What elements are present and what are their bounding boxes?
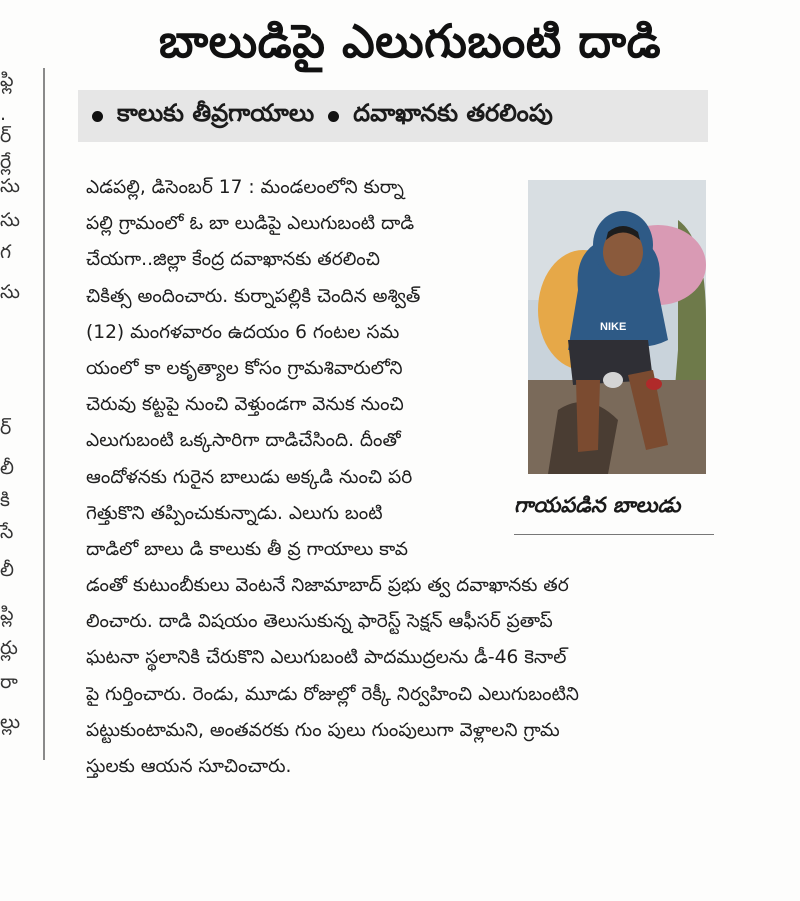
fragment: రా <box>0 671 18 693</box>
article-line: పై గుర్తించారు. రెండు, మూడు రోజుల్లో రెక్కీ నిర్వహించి ఎలుగుబంటిని <box>86 683 579 705</box>
article-line: పల్లి గ్రామంలో ఓ బా లుడిపై ఎలుగుబంటి దాడి <box>86 213 415 235</box>
article-line: డంతో కుటుంబీకులు వెంటనే నిజామాబాద్ ప్రభు త్వ దవాఖానకు తర <box>86 575 569 596</box>
article-line: (12) మంగళవారం ఉదయం 6 గంటల సమ <box>86 321 400 343</box>
article-body <box>86 170 510 568</box>
subheading-1: కాలుకు తీవ్రగాయాలు <box>117 99 315 127</box>
article-line: ఎడపల్లి, డిసెంబర్ 17 : మండలంలోని కుర్నా <box>86 177 404 198</box>
fragment: ఫ్లి <box>0 69 14 91</box>
fragment: లీ <box>0 559 14 581</box>
bullet-icon <box>328 111 339 122</box>
article-line: గెత్తుకొని తప్పించుకున్నాడు. ఎలుగు బంటి <box>86 502 383 524</box>
article-line: పట్టుకుంటామని, అంతవరకు గుం పులు గుంపులుగా వెళ్లాలని గ్రామ <box>86 719 560 741</box>
headline: బాలుడిపై ఎలుగుబంటి దాడి <box>158 14 662 68</box>
fragment: సే <box>0 521 14 543</box>
photo-caption: గాయపడిన బాలుడు <box>514 493 681 517</box>
article-line: చెరువు కట్టపై నుంచి వెళ్తుండగా వెనుక నుంచి <box>86 394 404 416</box>
fragment: ల్లు <box>0 711 21 733</box>
bullet-icon <box>92 111 103 122</box>
caption-underline <box>514 534 714 535</box>
subheading-2: దవాఖానకు తరలింపు <box>353 99 553 127</box>
fragment: . <box>0 103 7 125</box>
article-line: ఘటనా స్థలానికి చేరుకొని ఎలుగుబంటి పాదముద్రలను డీ-46 కెనాల్ <box>86 647 567 669</box>
column-divider <box>43 68 45 760</box>
fragment: లీ <box>0 457 14 479</box>
injured-boy-photo <box>528 180 706 474</box>
fragment: ర్ <box>0 125 12 147</box>
fragment: సు <box>0 209 20 231</box>
fragment: గ <box>0 241 12 263</box>
article-line: యంలో కా లకృత్యాల కోసం గ్రామశివారులోని <box>86 357 403 379</box>
fragment: సు <box>0 281 20 303</box>
subheading-bar <box>78 90 708 142</box>
svg-text:NIKE: NIKE <box>600 321 627 333</box>
fragment: ప్లి <box>0 603 14 625</box>
article-line: ఆందోళనకు గురైన బాలుడు అక్కడి నుంచి పరి <box>86 466 413 488</box>
fragment: ర్లే <box>0 151 12 173</box>
article-line: చేయగా..జిల్లా కేంద్ర దవాఖానకు తరలించి <box>86 249 380 271</box>
article-line: ఎలుగుబంటి ఒక్కసారిగా దాడిచేసింది. దీంతో <box>86 430 401 452</box>
fragment: ర్ <box>0 417 12 439</box>
article-line: స్తులకు ఆయన సూచించారు. <box>86 755 292 777</box>
article-body-continued <box>86 568 714 785</box>
fragment: సు <box>0 175 20 197</box>
article-line: లించారు. దాడి విషయం తెలుసుకున్న ఫారెస్ట్ సెక్షన్ ఆఫీసర్ ప్రతాప్ <box>86 611 553 633</box>
previous-column-fragments <box>0 60 26 760</box>
fragment: ర్లు <box>0 637 18 659</box>
article-line: చికిత్స అందించారు. కుర్నాపల్లికి చెందిన అశ్విత్ <box>86 285 421 307</box>
article-line: దాడిలో బాలు డి కాలుకు తీ వ్ర గాయాలు కావ <box>86 538 408 560</box>
fragment: కి <box>0 489 10 511</box>
